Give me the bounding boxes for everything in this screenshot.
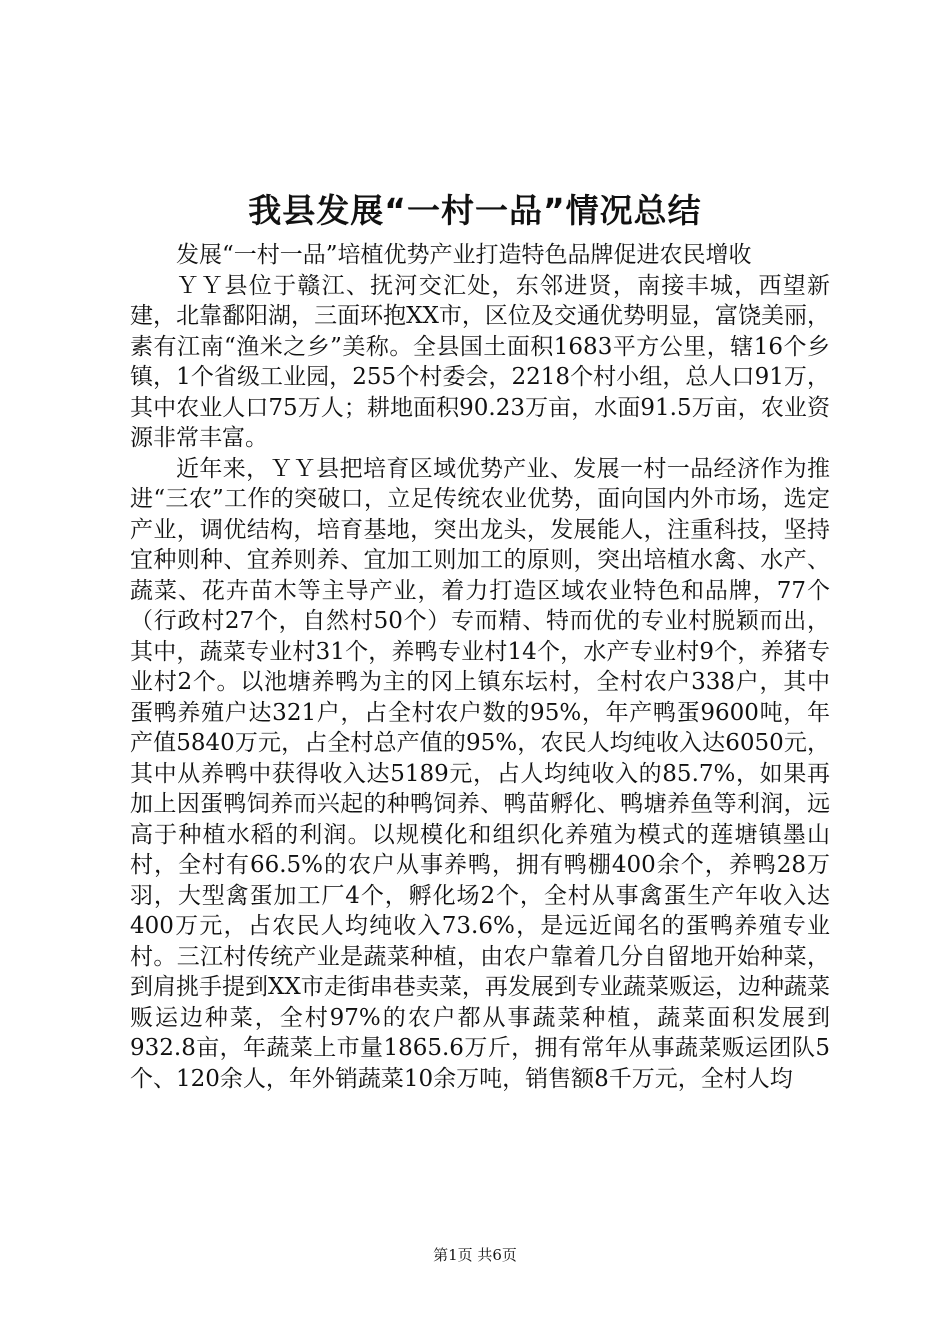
body-paragraph: ＹＹ县位于赣江、抚河交汇处，东邻进贤，南接丰城，西望新建，北靠鄱阳湖，三面环抱XX市，区位及交通优势明显，富饶美丽，素有江南“渔米之乡”美称。全县国土面积1683平方公里，辖16个乡镇，1个省级工业园，255个村委会，2218个村小组，总人口91万，其中农业人口75万人；耕地面积90.23万亩，水面91.5万亩，农业资源非常丰富。 bbox=[130, 272, 830, 451]
page-footer: 第1页 共6页 bbox=[433, 1246, 517, 1264]
document-body bbox=[130, 240, 830, 1094]
document-title: 我县发展“一村一品”情况总结 bbox=[248, 191, 702, 230]
body-paragraph: 近年来，ＹＹ县把培育区域优势产业、发展一村一品经济作为推进“三农”工作的突破口，立足传统农业优势，面向国内外市场，选定产业，调优结构，培育基地，突出龙头，发展能人，注重科技，坚持宜种则种、宜养则养、宜加工则加工的原则，突出培植水禽、水产、蔬菜、花卉苗木等主导产业，着力打造区域农业特色和品牌，77个（行政村27个，自然村50个）专而精、特而优的专业村脱颖而出，其中，蔬菜专业村31个，养鸭专业村14个，水产专业村9个，养猪专业村2个。以池塘养鸭为主的冈上镇东坛村，全村农户338户，其中蛋鸭养殖户达321户，占全村农户数的95%，年产鸭蛋9600吨，年产值5840万元，占全村总产值的95%，农民人均纯收入达6050元，其中从养鸭中获得收入达5189元，占人均纯收入的85.7%，如果再加上因蛋鸭饲养而兴起的种鸭饲养、鸭苗孵化、鸭塘养鱼等利润，远高于种植水稻的利润。以规模化和组织化养殖为模式的莲塘镇墨山村，全村有66.5%的农户从事养鸭，拥有鸭棚400余个，养鸭28万羽，大型禽蛋加工厂4个，孵化场2个，全村从事禽蛋生产年收入达400万元，占农民人均纯收入73.6%，是远近闻名的蛋鸭养殖专业村。三江村传统产业是蔬菜种植，由农户靠着几分自留地开始种菜，到肩挑手提到XX市走街串巷卖菜，再发展到专业蔬菜贩运，边种蔬菜贩运边种菜，全村97%的农户都从事蔬菜种植，蔬菜面积发展到932.8亩，年蔬菜上市量1865.6万斤，拥有常年从事蔬菜贩运团队5个、120余人，年外销蔬菜10余万吨，销售额8千万元，全村人均 bbox=[130, 455, 830, 1092]
subtitle-paragraph: 发展“一村一品”培植优势产业打造特色品牌促进农民增收 bbox=[176, 242, 752, 268]
